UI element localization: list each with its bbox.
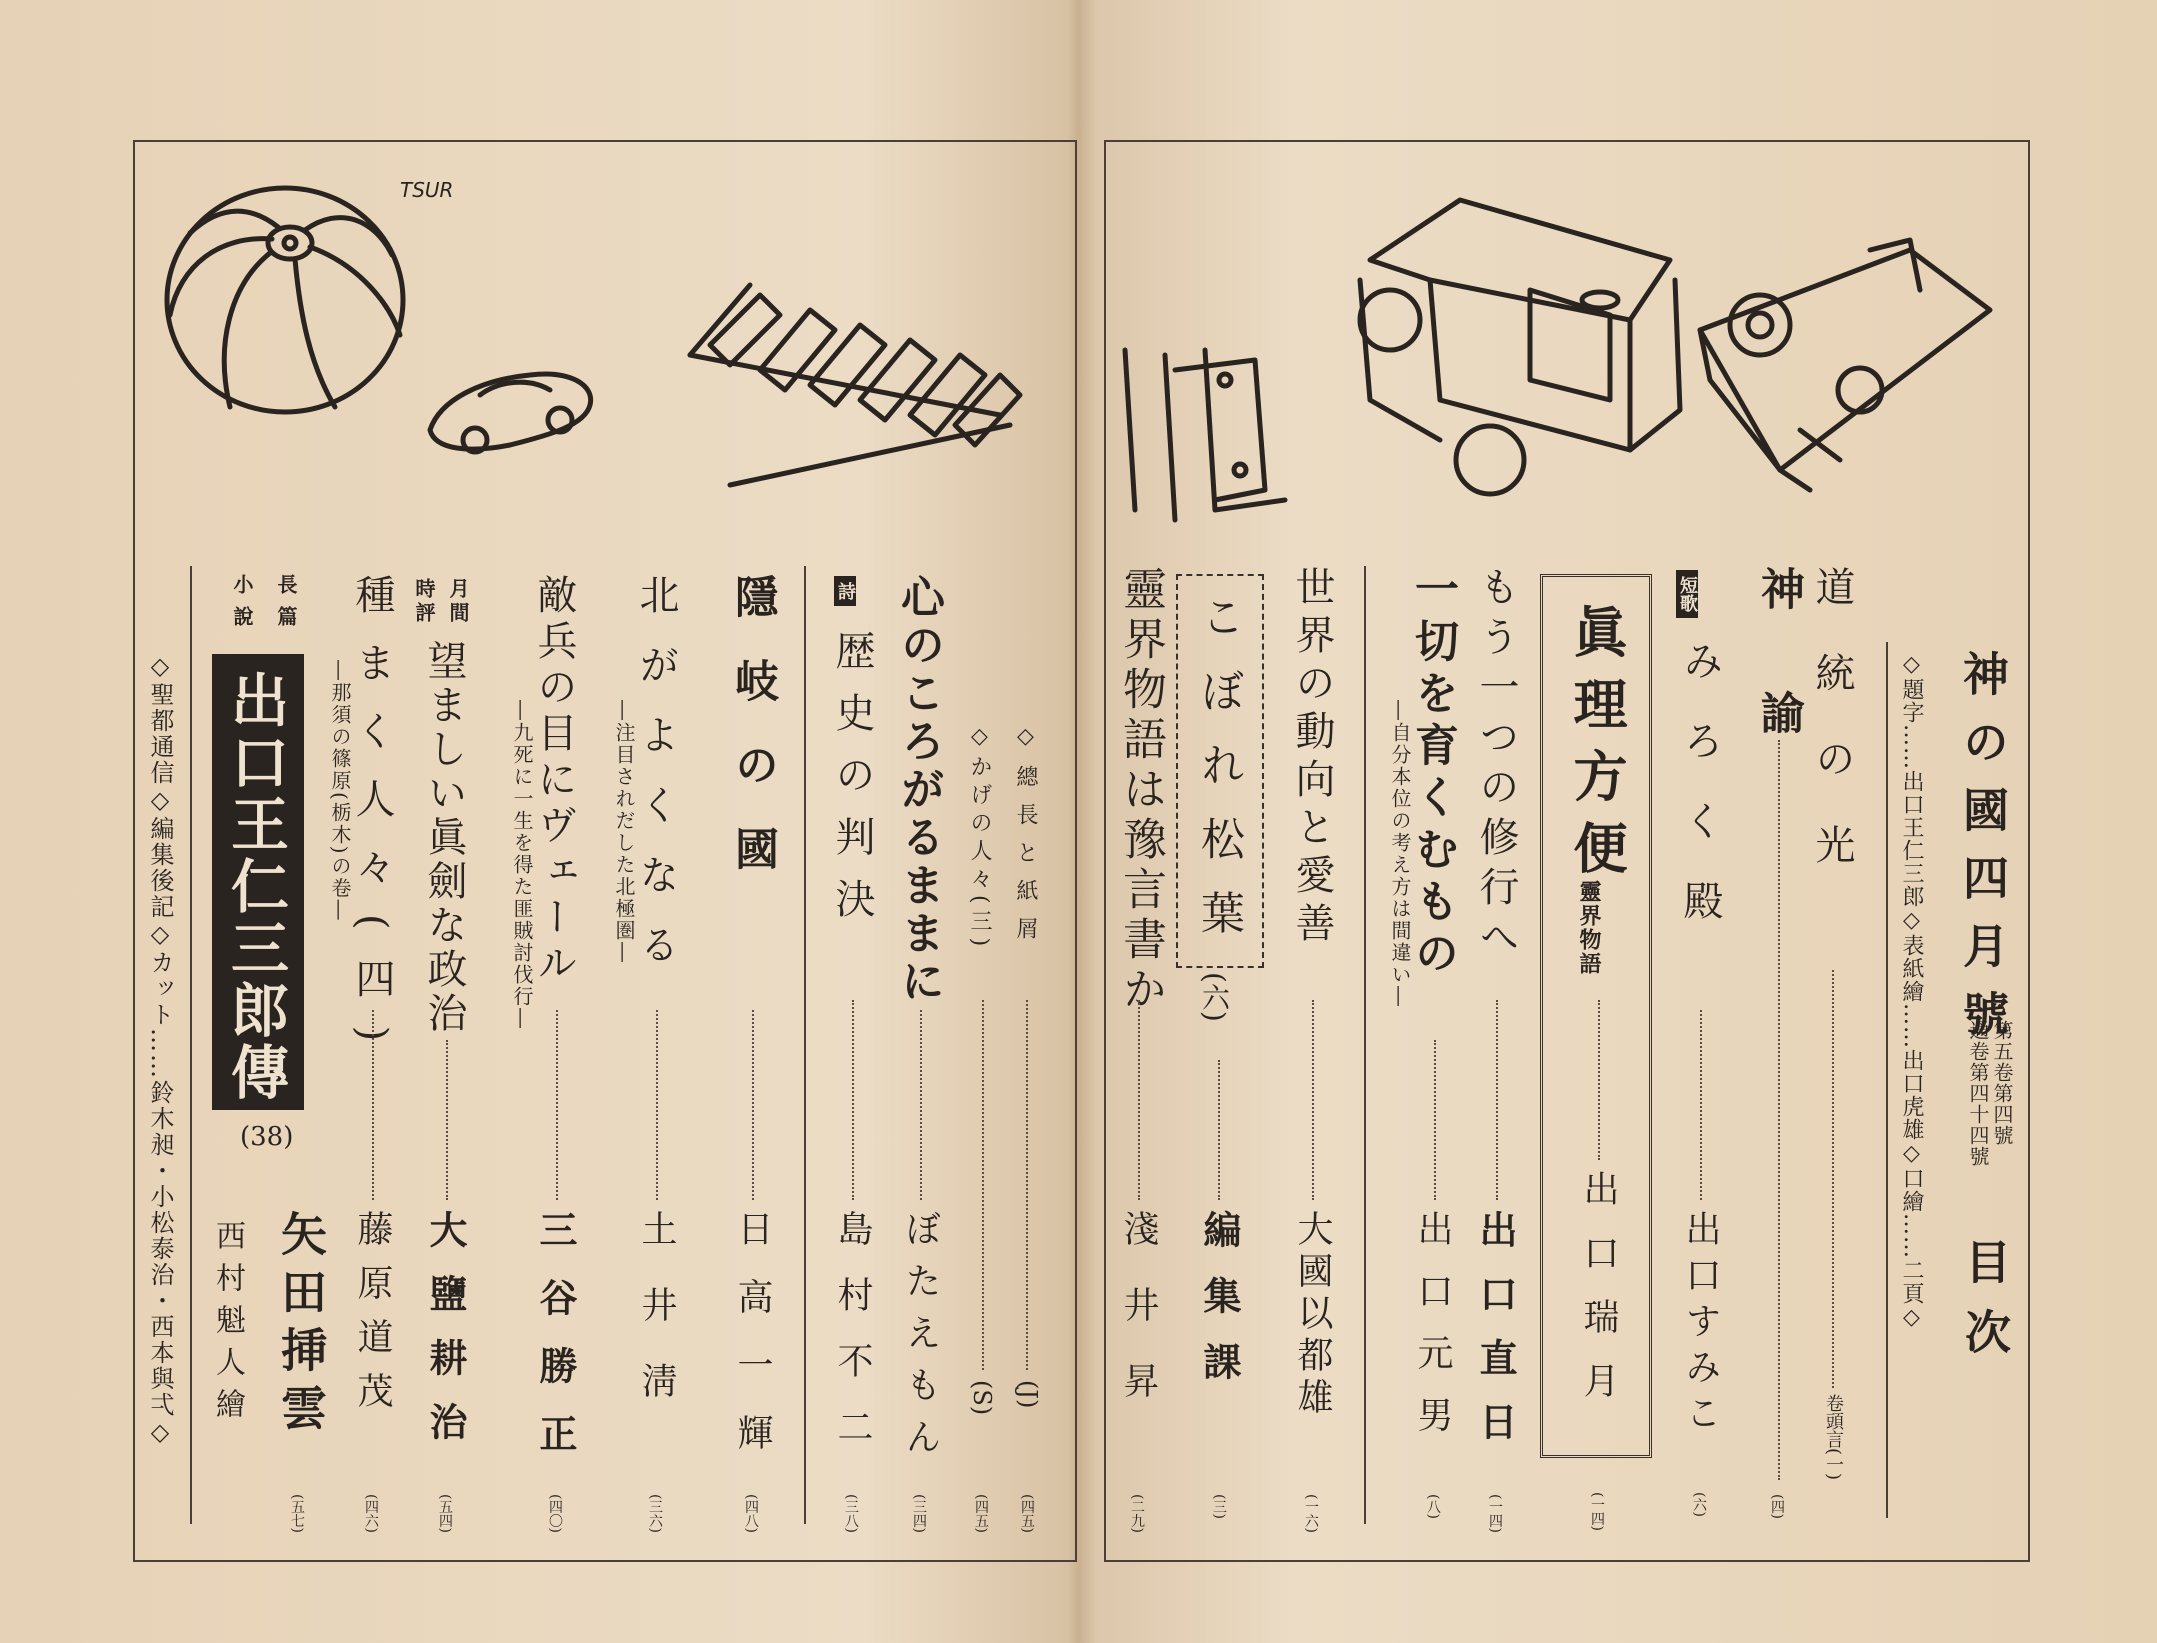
leader [556, 1010, 558, 1200]
author-asai: 淺井昇 [1118, 1210, 1159, 1438]
serial-label-top: 長篇 [274, 574, 298, 638]
leader [1496, 1000, 1498, 1200]
toy-locomotive-illustration [1680, 230, 2020, 490]
section-rule [804, 566, 806, 1524]
toc-page-koborematsuba: (三) [1211, 1494, 1227, 1519]
toc-item-oki: 隱岐の國 [727, 574, 778, 910]
toc-page-dotou: 卷頭言(一) [1823, 1394, 1844, 1481]
xylophone-illustration [670, 275, 1030, 505]
leader [1778, 740, 1780, 1480]
author-botaemon: ぼたえもん [900, 1210, 941, 1470]
toc-item-mou-hitotsu: もう一つの修行へ [1473, 566, 1519, 966]
leader [982, 1000, 984, 1370]
tag-tanka: 短歌 [1676, 570, 1698, 618]
leader [752, 1010, 754, 1200]
toc-page-tekihei: (四〇) [547, 1494, 563, 1533]
leader [1218, 1060, 1220, 1200]
author-sumiko: 出口すみこ [1680, 1210, 1721, 1440]
footer-rule [190, 566, 192, 1524]
leader [1700, 1010, 1702, 1200]
toc-page-rekishi: (三八) [843, 1494, 859, 1533]
toc-item-tekihei: 敵兵の目にヴェール [531, 574, 577, 988]
toc-page-kokoro: (三四) [911, 1494, 927, 1533]
author-henshuka: 編集課 [1197, 1210, 1242, 1408]
toc-item-shinyu: 神諭 [1753, 566, 1804, 814]
leader [920, 1010, 922, 1200]
toc-item-souchou: ◇總長と紙屑 [1013, 724, 1038, 955]
tag-jihyou: 時評 [412, 578, 436, 626]
toc-item-koborematsuba: こぼれ松葉 [1193, 594, 1244, 964]
leader [1312, 1000, 1314, 1200]
author-yata: 矢田挿雲 [274, 1210, 328, 1442]
toc-item-kokoro: 心のころがるままに [893, 574, 944, 1006]
illustrator-nishimura: 西村魁人繪 [210, 1220, 245, 1430]
toc-item-dotou: 道統の光 [1809, 566, 1855, 910]
magazine-title: 神の國四月號 [1956, 650, 2010, 1058]
kagenohito-author: (S) [968, 1380, 996, 1416]
tag-shi: 詩 [834, 576, 856, 606]
toc-page-shinyu: (四) [1769, 1494, 1785, 1519]
issai-subtitle: ―自分本位の考え方は間違い― [1388, 700, 1412, 1008]
leader [852, 1000, 854, 1200]
toc-page-tanemaku: (四六) [363, 1494, 379, 1533]
toc-item-tanemaku: 種まく人々(四) [349, 574, 395, 1070]
author-naohi: 出口直日 [1473, 1210, 1518, 1466]
kita-subtitle: ―注目されだした北極圏― [612, 700, 636, 964]
ball-illustration [160, 175, 420, 425]
author-ooshio: 大鹽耕治 [423, 1210, 468, 1466]
tag-gekkan: 月間 [446, 578, 470, 626]
serial-title: 出口王仁三郎傳 [221, 670, 289, 1104]
toc-item-reikai-yogen: 靈界物語は豫言書か [1115, 566, 1166, 1016]
toc-page-nozomashii: (五四) [437, 1494, 453, 1533]
koborematsuba-number: (六) [1198, 972, 1231, 1022]
leader [1026, 1000, 1028, 1370]
volume-cumulative: 通卷第四十四號 [1966, 1020, 1990, 1167]
tekihei-subtitle: ―九死に一生を得た匪賊討伐行― [510, 700, 534, 1030]
volume-number: 第五卷第四號 [1990, 1020, 2014, 1146]
toc-item-sekai: 世界の動向と愛善 [1289, 566, 1335, 950]
author-fujiwara: 藤原道茂 [352, 1210, 393, 1426]
toc-page-oki: (四八) [743, 1494, 759, 1533]
author-doi: 土井淸 [636, 1210, 677, 1438]
front-credits: ◇題字……出口王仁三郎◇表紙繪……出口虎雄◇口繪……二頁◇ [1899, 652, 1924, 1331]
toc-page-mou-hitotsu: (一四) [1487, 1494, 1503, 1533]
toc-page-serial: (五七) [289, 1494, 305, 1533]
leader [1138, 1000, 1140, 1200]
author-shimamura: 島村不二 [832, 1210, 873, 1474]
leader [656, 1010, 658, 1200]
toc-page-mirokuden: (六) [1691, 1492, 1707, 1517]
leader [1434, 1040, 1436, 1200]
credits-rule [1886, 642, 1888, 1518]
toc-item-issai: 一切を育くむもの [1407, 566, 1458, 982]
toc-page-kita: (三六) [647, 1494, 663, 1533]
toc-page-sekai: (一六) [1303, 1494, 1319, 1533]
serial-label-bottom: 小說 [230, 574, 254, 638]
toc-item-mirokuden: みろく殿 [1677, 640, 1723, 960]
footer-credits: ◇聖都通信◇編集後記◇カット……鈴木昶・小松泰治・西本與弌◇ [146, 652, 174, 1448]
toc-item-kita: 北がよくなる [633, 574, 679, 994]
illustrator-signature: TSUR [400, 178, 454, 202]
author-itsuo: 大國以都雄 [1292, 1210, 1333, 1420]
toc-item-nozomashii: 望ましい眞劍な政治 [421, 640, 467, 1036]
toc-item-shinri-houben: 眞理方便 [1565, 604, 1629, 892]
wooden-blocks-illustration [1115, 330, 1295, 530]
toc-page-shinri-houben: (一四) [1589, 1492, 1605, 1531]
souchou-author: (J) [1014, 1380, 1042, 1409]
toc-item-kagenohito: ◇かげの人々(三) [967, 724, 992, 953]
toy-car-illustration [420, 350, 600, 460]
toc-item-rekishi: 歴史の判決 [829, 630, 875, 940]
author-zuigetsu: 出口瑞月 [1578, 1170, 1619, 1426]
shinri-houben-paren: 靈界物語 [1576, 880, 1602, 976]
section-rule [1364, 566, 1366, 1524]
author-mitani: 三谷勝正 [533, 1210, 578, 1482]
leader [446, 1040, 448, 1200]
author-motoo: 出口元男 [1412, 1210, 1453, 1458]
toy-jeep-illustration [1330, 180, 1700, 500]
leader [1598, 1000, 1600, 1160]
leader [372, 1010, 374, 1200]
toc-page-kagenohito: (四五) [973, 1494, 989, 1533]
tanemaku-subtitle: ―那須の篠原(栃木)の卷― [328, 660, 352, 922]
leader [1832, 970, 1834, 1388]
toc-page-issai: (八) [1425, 1494, 1441, 1519]
author-hidaka: 日高一輝 [732, 1210, 773, 1482]
toc-page-souchou: (四五) [1019, 1494, 1035, 1533]
title-suffix: 目次 [1958, 1238, 2012, 1378]
serial-number: (38) [240, 1122, 294, 1152]
toc-page-reikai-yogen: (二九) [1129, 1494, 1145, 1533]
